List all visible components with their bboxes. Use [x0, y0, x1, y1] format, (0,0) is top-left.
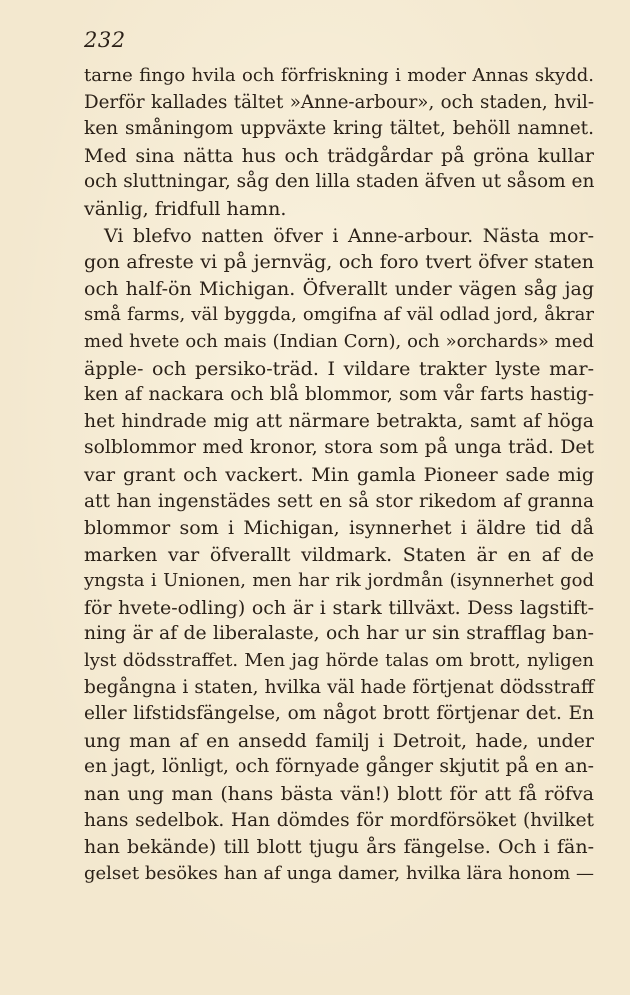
text-line: nan ung man (hans bästa vän!) blott för att få röfva — [84, 783, 594, 806]
text-line: och sluttningar, såg den lilla staden äfven ut såsom en — [84, 171, 595, 193]
text-line: Vi blefvo natten öfver i Anne-arbour. Nästa mor- — [104, 224, 594, 247]
text-line: eller lifstidsfängelse, om något brott förtjenar det. En — [84, 703, 594, 725]
text-line: ken af nackara och blå blommor, som vår farts hastig- — [84, 384, 594, 406]
text-line: en jagt, lönligt, och förnyade gånger skjutit på en an- — [84, 756, 594, 778]
text-line: Derför kallades tältet »Anne-arbour», och staden, hvil- — [84, 91, 594, 113]
text-line: var grant och vackert. Min gamla Pioneer sade mig — [84, 463, 594, 486]
text-line: ning är af de liberalaste, och har ur sin strafflag ban- — [84, 623, 594, 645]
text-line: marken var öfverallt vildmark. Staten är en af de — [84, 543, 594, 566]
text-line: gon afreste vi på jernväg, och foro tvert öfver staten — [84, 251, 594, 274]
text-line: yngsta i Unionen, men har rik jordmån (isynnerhet god — [84, 570, 594, 592]
text-line: hans sedelbok. Han dömdes för mordförsöket (hvilket — [84, 809, 594, 831]
text-line: het hindrade mig att närmare betrakta, samt af höga — [84, 410, 594, 432]
text-line: ung man af en ansedd familj i Detroit, hade, under — [84, 729, 594, 752]
text-line: solblommor med kronor, stora som på unga träd. Det — [84, 437, 594, 459]
text-line: med hvete och mais (Indian Corn), och »orchards» med — [84, 330, 594, 352]
text-line: gelset besökes han af unga damer, hvilka lära honom — — [84, 862, 594, 884]
text-line: små farms, väl byggda, omgifna af väl odlad jord, åkrar — [84, 304, 594, 326]
text-line: äpple- och persiko-träd. I vildare trakter lyste mar- — [84, 357, 594, 380]
body-text — [84, 63, 594, 887]
text-line: för hvete-odling) och är i stark tillväxt. Dess lagstift- — [84, 596, 594, 619]
text-line: lyst dödsstraffet. Men jag hörde talas om brott, nyligen — [84, 650, 594, 672]
text-line: och half-ön Michigan. Öfverallt under vägen såg jag — [84, 277, 594, 300]
page-number: 232 — [84, 28, 126, 52]
text-line: han bekände) till blott tjugu års fängelse. Och i fän- — [84, 836, 594, 859]
text-line: begångna i staten, hvilka väl hade förtjenat dödsstraff — [84, 676, 594, 698]
text-line: att han ingenstädes sett en så stor rikedom af granna — [84, 490, 594, 512]
text-line: tarne fingo hvila och förfriskning i moder Annas skydd. — [84, 65, 594, 86]
text-line: Med sina nätta hus och trädgårdar på gröna kullar — [84, 144, 594, 167]
text-line: ken småningom uppväxte kring tältet, behöll namnet. — [84, 118, 594, 140]
text-line: vänlig, fridfull hamn. — [84, 197, 287, 220]
text-line: blommor som i Michigan, isynnerhet i äldre tid då — [84, 517, 594, 540]
